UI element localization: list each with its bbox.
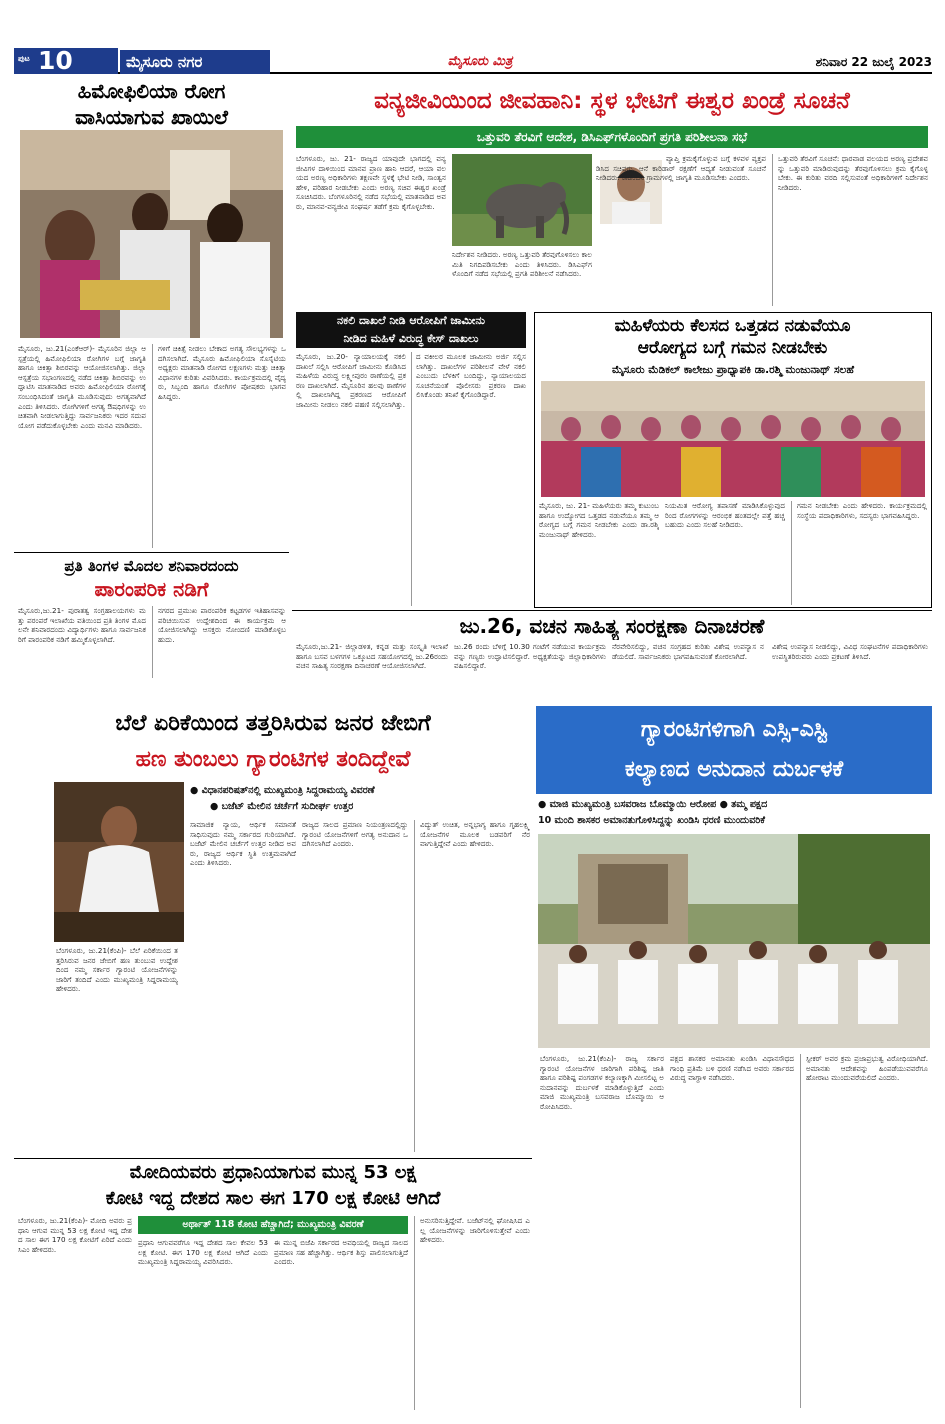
section-rule xyxy=(292,610,932,611)
women-health-headline-2: ಆರೋಗ್ಯದ ಬಗ್ಗೆ ಗಮನ ನೀಡಬೇಕು xyxy=(637,338,828,358)
hemophilia-body-1: ಮೈಸೂರು, ಜು.21(ಎಂಕೆಆರ್)- ಮೈಸೂರಿನ ಜಿಲ್ಲಾ ಆಸ್ಪತ್ರೆಯಲ್ಲಿ ಹಿಮೋಫಿಲಿಯಾ ರೋಗಿಗಳ ಬಗ್ಗೆ ಜಾಗೃತಿ ಹಾಗೂ ಚಿಕಿತ್ಸಾ ಶಿಬಿರವನ್ನು ಆಯೋಜಿಸಲಾಗಿತ್ತು. ಜಿಲ್ಲಾ ಆಸ್ಪತ್ರೆಯ ಸಭಾಂಗಣದಲ್ಲಿ ನಡೆದ ಚಿಕಿತ್ಸಾ ಶಿಬಿರವನ್ನು ಉದ್ಘಾಟಿಸಿ ಮಾತನಾಡಿದ ಅವರು ಹಿಮೋಫಿಲಿಯಾ ರೋಗಕ್ಕೆ ಸಂಬಂಧಿಸಿದಂತೆ ಜಾಗೃತಿ ಮೂಡಿಸುವುದು ಅಗತ್ಯವಾಗಿದೆ ಎಂದು ತಿಳಿಸಿದರು. ರೋಗಿಗಳಿಗೆ ಅಗತ್ಯ ಔಷಧಿಗಳನ್ನು ಉಚಿತವಾಗಿ ನೀಡಲಾಗುತ್ತಿದ್ದು ಸಾರ್ವಜನಿಕರು ಇದರ ಸದುಪಯೋಗ ಪಡೆದುಕೊಳ್ಳಬೇಕು ಎಂದು ಮನವಿ ಮಾಡಿದರು. xyxy=(18,344,146,430)
wildlife-body-1: ಬೆಂಗಳೂರು, ಜು. 21- ರಾಜ್ಯದ ಯಾವುದೇ ಭಾಗದಲ್ಲಿ ವನ್ಯಜೀವಿಗಳ ದಾಳಿಯಿಂದ ಮಾನವ ಪ್ರಾಣ ಹಾನಿ ಆದರೆ, ಆಯಾ ವಲಯದ ಅರಣ್ಯ ಅಧಿಕಾರಿಗಳು ತಕ್ಷಣವೇ ಸ್ಥಳಕ್ಕೆ ಭೇಟಿ ನೀಡಿ, ಸಾಂತ್ವನ ಹೇಳಿ, ಪರಿಹಾರ ನೀಡಬೇಕು ಎಂದು ಅರಣ್ಯ ಸಚಿವ ಈಶ್ವರ ಖಂಡ್ರೆ ಸೂಚಿಸಿದರು. ಬೆಂಗಳೂರಿನಲ್ಲಿ ನಡೆದ ಸಭೆಯಲ್ಲಿ ಮಾತನಾಡಿದ ಅವರು, ಮಾನವ-ವನ್ಯಜೀವಿ ಸಂಘರ್ಷ ತಡೆಗೆ ಕ್ರಮ ಕೈಗೊಳ್ಳಬೇಕು. xyxy=(296,154,446,211)
hemophilia-body-2: ಗಳಿಗೆ ಚಿಕಿತ್ಸೆ ನೀಡಲು ಬೇಕಾದ ಅಗತ್ಯ ಸೌಲಭ್ಯಗಳನ್ನು ಒದಗಿಸಲಾಗಿದೆ. ಮೈಸೂರು ಹಿಮೋಫಿಲಿಯಾ ಸೊಸೈಟಿಯ ಅಧ್ಯಕ್ಷರು ಮಾತನಾಡಿ ರೋಗದ ಲಕ್ಷಣಗಳು ಮತ್ತು ಚಿಕಿತ್ಸಾ ವಿಧಾನಗಳ ಕುರಿತು ವಿವರಿಸಿದರು. ಕಾರ್ಯಕ್ರಮದಲ್ಲಿ ವೈದ್ಯರು, ಸಿಬ್ಬಂದಿ ಹಾಗೂ ರೋಗಿಗಳ ಪೋಷಕರು ಭಾಗವಹಿಸಿದ್ದರು. xyxy=(158,344,286,401)
wildlife-story xyxy=(292,78,932,310)
bail-body-2: ದ ವಕೀಲರ ಮೂಲಕ ಜಾಮೀನು ಅರ್ಜಿ ಸಲ್ಲಿಸಲಾಗಿತ್ತು. ದಾಖಲೆಗಳ ಪರಿಶೀಲನೆ ವೇಳೆ ನಕಲಿ ಎಂಬುದು ಬೆಳಕಿಗೆ ಬಂದಿದ್ದು, ನ್ಯಾಯಾಲಯದ ಸೂಚನೆಯಂತೆ ಪೊಲೀಸರು ಪ್ರಕರಣ ದಾಖಲಿಸಿಕೊಂಡು ತನಿಖೆ ಕೈಗೊಂಡಿದ್ದಾರೆ. xyxy=(416,352,526,400)
heritage-walk-body-2: ನಗರದ ಪ್ರಮುಖ ಪಾರಂಪರಿಕ ಕಟ್ಟಡಗಳ ಇತಿಹಾಸವನ್ನು ಪರಿಚಯಿಸುವ ಉದ್ದೇಶದಿಂದ ಈ ಕಾರ್ಯಕ್ರಮ ಆಯೋಜಿಸಲಾಗಿದ್ದು ಆಸಕ್ತರು ನೋಂದಣಿ ಮಾಡಿಕೊಳ್ಳಬಹುದು. xyxy=(158,606,286,644)
vachana-body-4: ವಿಶೇಷ ಉಪನ್ಯಾಸ ನೀಡಲಿದ್ದು, ವಿವಿಧ ಸಂಘಟನೆಗಳ ಪದಾಧಿಕಾರಿಗಳು ಉಪಸ್ಥಿತರಿರುವರು ಎಂದು ಪ್ರಕಟಣೆ ತಿಳಿಸಿದೆ. xyxy=(772,642,928,661)
women-health-body-1: ಮೈಸೂರು, ಜು. 21- ಮಹಿಳೆಯರು ತಮ್ಮ ಕುಟುಂಬ ಹಾಗೂ ಉದ್ಯೋಗದ ಒತ್ತಡದ ನಡುವೆಯೂ ತಮ್ಮ ಆರೋಗ್ಯದ ಬಗ್ಗೆ ಗಮನ ನೀಡಬೇಕು ಎಂದು ಡಾ.ರಶ್ಮಿ ಮಂಜುನಾಥ್ ಹೇಳಿದರು. xyxy=(539,501,659,539)
debt-story xyxy=(14,1158,532,1414)
scst-body-2: ಪಕ್ಷದ ಶಾಸಕರ ಅಮಾನತು ಖಂಡಿಸಿ ವಿಧಾನಸೌಧದ ಗಾಂಧಿ ಪ್ರತಿಮೆ ಬಳಿ ಧರಣಿ ನಡೆಸಿದ ಅವರು ಸರ್ಕಾರದ ವಿರುದ್ಧ ವಾಗ್ದಾಳಿ ನಡೆಸಿದರು. xyxy=(670,1054,794,1083)
vachana-body-3: ನೆರವೇರಿಸಲಿದ್ದು, ವಚನ ಸಂಗ್ರಹದ ಕುರಿತು ವಿಶೇಷ ಉಪನ್ಯಾಸ ನಡೆಯಲಿದೆ. ಸಾರ್ವಜನಿಕರು ಭಾಗವಹಿಸುವಂತೆ ಕೋರಲಾಗಿದೆ. xyxy=(612,642,764,661)
vachana-body-1: ಮೈಸೂರು,ಜು.21- ಜಿಲ್ಲಾಡಳಿತ, ಕನ್ನಡ ಮತ್ತು ಸಂಸ್ಕೃತಿ ಇಲಾಖೆ ಹಾಗೂ ಬಸವ ಬಳಗಗಳ ಒಕ್ಕೂಟದ ಸಹಯೋಗದಲ್ಲಿ ಜು.26ರಂದು ವಚನ ಸಾಹಿತ್ಯ ಸಂರಕ್ಷಣಾ ದಿನಾಚರಣೆ ಆಯೋಜಿಸಲಾಗಿದೆ. xyxy=(296,642,448,671)
debt-body-4: ಅನುಸರಿಸುತ್ತಿದ್ದೇವೆ. ಬಜೆಟ್‌ನಲ್ಲಿ ಘೋಷಿಸಿದ ಎಲ್ಲ ಯೋಜನೆಗಳನ್ನು ಜಾರಿಗೊಳಿಸುತ್ತೇವೆ ಎಂದು ಹೇಳಿದರು. xyxy=(420,1216,530,1245)
bail-story xyxy=(292,312,530,608)
women-health-headline-1: ಮಹಿಳೆಯರು ಕೆಲಸದ ಒತ್ತಡದ ನಡುವೆಯೂ xyxy=(614,316,851,336)
page-label: ಪುಟ xyxy=(18,54,30,63)
guarantee-sub-1: ● ವಿಧಾನಪರಿಷತ್‌ನಲ್ಲಿ ಮುಖ್ಯಮಂತ್ರಿ ಸಿದ್ದರಾಮಯ್ಯ ವಿವರಣೆ xyxy=(190,785,375,796)
page-number: 10 xyxy=(38,46,73,75)
column-rule xyxy=(772,154,773,306)
scst-body-3: ಸ್ಪೀಕರ್ ಅವರ ಕ್ರಮ ಪ್ರಜಾಪ್ರಭುತ್ವ ವಿರೋಧಿಯಾಗಿದೆ. ಅಮಾನತು ಆದೇಶವನ್ನು ಹಿಂಪಡೆಯುವವರೆಗೂ ಹೋರಾಟ ಮುಂದುವರೆಯಲಿದೆ ಎಂದರು. xyxy=(806,1054,928,1083)
column-rule xyxy=(800,1054,801,1408)
dharna-photo xyxy=(538,834,930,1048)
column-rule xyxy=(152,344,153,548)
bail-headline-2: ನೀಡಿದ ಮಹಿಳೆ ವಿರುದ್ಧ ಕೇಸ್ ದಾಖಲು xyxy=(296,330,526,348)
section-rule xyxy=(14,552,289,553)
guarantee-body-1: ಬೆಂಗಳೂರು, ಜು.21(ಕೆಂಪಿ)- ಬೆಲೆ ಏರಿಕೆಯಿಂದ ತತ್ತರಿಸಿರುವ ಜನರ ಜೇಬಿಗೆ ಹಣ ತುಂಬುವ ಉದ್ದೇಶದಿಂದ ನಮ್ಮ ಸರ್ಕಾರ ಗ್ಯಾರಂಟಿ ಯೋಜನೆಗಳನ್ನು ಜಾರಿಗೆ ತಂದಿದೆ ಎಂದು ಮುಖ್ಯಮಂತ್ರಿ ಸಿದ್ದರಾಮಯ್ಯ ಹೇಳಿದರು. xyxy=(56,946,178,994)
women-health-story xyxy=(534,312,932,608)
column-rule xyxy=(414,820,415,1152)
section-name: ಮೈಸೂರು ನಗರ xyxy=(120,50,270,74)
heritage-walk-story xyxy=(14,552,289,680)
siddaramaiah-photo xyxy=(54,782,184,942)
debt-body-2: ಪ್ರಧಾನಿ ಆಗುವವರೆಗೂ ಇದ್ದ ದೇಶದ ಸಾಲ ಕೇವಲ 53 ಲಕ್ಷ ಕೋಟಿ. ಈಗ 170 ಲಕ್ಷ ಕೋಟಿ ಆಗಿದೆ ಎಂದು ಮುಖ್ಯಮಂತ್ರಿ ಸಿದ್ದರಾಮಯ್ಯ ವಿವರಿಸಿದರು. xyxy=(138,1238,268,1267)
bail-headline-1: ನಕಲಿ ದಾಖಲೆ ನೀಡಿ ಆರೋಪಿಗೆ ಜಾಮೀನು xyxy=(296,312,526,330)
guarantee-body-2: ಸಾಮಾಜಿಕ ನ್ಯಾಯ, ಆರ್ಥಿಕ ಸಮಾನತೆ ಸಾಧಿಸುವುದು ನಮ್ಮ ಸರ್ಕಾರದ ಗುರಿಯಾಗಿದೆ. ಬಜೆಟ್ ಮೇಲಿನ ಚರ್ಚೆಗೆ ಉತ್ತರ ನೀಡಿದ ಅವರು, ರಾಜ್ಯದ ಆರ್ಥಿಕ ಸ್ಥಿತಿ ಉತ್ತಮವಾಗಿದೆ ಎಂದು ತಿಳಿಸಿದರು. xyxy=(190,820,296,868)
heritage-walk-headline-1: ಪ್ರತಿ ತಿಂಗಳ ಮೊದಲ ಶನಿವಾರದಂದು xyxy=(64,557,239,575)
wildlife-body-4: ಒತ್ತುವರಿ ತೆರವಿಗೆ ಸೂಚನೆ: ಧಾರವಾಡ ವಲಯದ ಅರಣ್ಯ ಪ್ರದೇಶವನ್ನು ಒತ್ತುವರಿ ಮಾಡಿರುವುದನ್ನು ತೆರವುಗೊಳಿಸಲು ಕ್ರಮ ಕೈಗೊಳ್ಳಬೇಕು. ಈ ಕುರಿತು ವರದಿ ಸಲ್ಲಿಸುವಂತೆ ಅಧಿಕಾರಿಗಳಿಗೆ ನಿರ್ದೇಶನ ನೀಡಿದರು. xyxy=(778,154,928,192)
debt-body-3: ಈ ಮುನ್ನ ಬಿಜೆಪಿ ಸರ್ಕಾರದ ಅವಧಿಯಲ್ಲಿ ರಾಜ್ಯದ ಸಾಲದ ಪ್ರಮಾಣ ಸಹ ಹೆಚ್ಚಾಗಿತ್ತು. ಆರ್ಥಿಕ ಶಿಸ್ತು ಪಾಲಿಸಲಾಗುತ್ತಿದೆ ಎಂದರು. xyxy=(274,1238,408,1267)
vachana-headline: ಜು.26, ವಚನ ಸಾಹಿತ್ಯ ಸಂರಕ್ಷಣಾ ದಿನಾಚರಣೆ xyxy=(459,614,765,638)
elephant-photo xyxy=(452,154,592,246)
elephant-photo-image xyxy=(452,154,592,246)
debt-headline-2: ಕೋಟಿ ಇದ್ದ ದೇಶದ ಸಾಲ ಈಗ 170 ಲಕ್ಷ ಕೋಟಿ ಆಗಿದೆ xyxy=(105,1188,441,1209)
women-group-photo xyxy=(541,381,925,497)
scst-sub-1: ● ಮಾಜಿ ಮುಖ್ಯಮಂತ್ರಿ ಬಸವರಾಜ ಬೊಮ್ಮಾಯಿ ಆರೋಪ ● ತಮ್ಮ ಪಕ್ಷದ xyxy=(538,799,768,810)
debt-sub: ಅರ್ಥಾತ್ 118 ಕೋಟಿ ಹೆಚ್ಚಾಗಿದೆ; ಮುಖ್ಯಮಂತ್ರಿ ವಿವರಣೆ xyxy=(138,1216,408,1234)
hemophilia-headline-2: ವಾಸಿಯಾಗುವ ಖಾಯಿಲೆ xyxy=(75,105,228,129)
scst-body-1: ಬೆಂಗಳೂರು, ಜು.21(ಕೆಂಪಿ)- ರಾಜ್ಯ ಸರ್ಕಾರ ಗ್ಯಾರಂಟಿ ಯೋಜನೆಗಳ ಜಾರಿಗಾಗಿ ಪರಿಶಿಷ್ಟ ಜಾತಿ ಹಾಗೂ ಪರಿಶಿಷ್ಟ ಪಂಗಡಗಳ ಕಲ್ಯಾಣಕ್ಕಾಗಿ ಮೀಸಲಿಟ್ಟ ಅನುದಾನವನ್ನು ದುರ್ಬಳಕೆ ಮಾಡಿಕೊಳ್ಳುತ್ತಿದೆ ಎಂದು ಮಾಜಿ ಮುಖ್ಯಮಂತ್ರಿ ಬಸವರಾಜ ಬೊಮ್ಮಾಯಿ ಆರೋಪಿಸಿದರು. xyxy=(540,1054,664,1111)
column-rule xyxy=(411,352,412,606)
vachana-story xyxy=(292,610,932,700)
paper-name: ಮೈಸೂರು ಮಿತ್ರ xyxy=(447,54,513,69)
women-health-body-3: ಗಮನ ನೀಡಬೇಕು ಎಂದು ಹೇಳಿದರು. ಕಾರ್ಯಕ್ರಮದಲ್ಲಿ ಸಂಸ್ಥೆಯ ಪದಾಧಿಕಾರಿಗಳು, ಸದಸ್ಯರು ಭಾಗವಹಿಸಿದ್ದರು. xyxy=(797,501,927,520)
vachana-body-2: ಜು.26 ರಂದು ಬೆಳಿಗ್ಗೆ 10.30 ಗಂಟೆಗೆ ನಡೆಯುವ ಕಾರ್ಯಕ್ರಮವನ್ನು ಗಣ್ಯರು ಉದ್ಘಾಟಿಸಲಿದ್ದಾರೆ. ಅಧ್ಯಕ್ಷತೆಯನ್ನು ಜಿಲ್ಲಾಧಿಕಾರಿಗಳು ವಹಿಸಲಿದ್ದಾರೆ. xyxy=(454,642,606,671)
guarantee-body-3: ರಾಜ್ಯದ ಸಾಲದ ಪ್ರಮಾಣ ನಿಯಂತ್ರಣದಲ್ಲಿದ್ದು ಗ್ಯಾರಂಟಿ ಯೋಜನೆಗಳಿಗೆ ಅಗತ್ಯ ಅನುದಾನ ಒದಗಿಸಲಾಗಿದೆ ಎಂದರು. xyxy=(302,820,408,849)
column-rule xyxy=(791,501,792,605)
hemophilia-photo xyxy=(20,130,283,338)
wildlife-body-2: ನಿರ್ದೇಶನ ನೀಡಿದರು. ಅರಣ್ಯ ಒತ್ತುವರಿ ತೆರವುಗೊಳಿಸಲು ಕಾಲಮಿತಿ ನಿಗದಿಪಡಿಸಬೇಕು ಎಂದು ತಿಳಿಸಿದರು. ಡಿಸಿಎಫ್‌ಗಳೊಂದಿಗೆ ನಡೆದ ಸಭೆಯಲ್ಲಿ ಪ್ರಗತಿ ಪರಿಶೀಲನೆ ನಡೆಸಿದರು. xyxy=(452,250,592,279)
women-health-subheadline: ಮೈಸೂರು ಮೆಡಿಕಲ್ ಕಾಲೇಜು ಪ್ರಾಧ್ಯಾಪಕಿ ಡಾ.ರಶ್ಮಿ ಮಂಜುನಾಥ್ ಸಲಹೆ xyxy=(611,364,855,376)
dharna-photo-image xyxy=(538,834,930,1048)
hemophilia-story xyxy=(14,78,289,552)
debt-headline-1: ಮೋದಿಯವರು ಪ್ರಧಾನಿಯಾಗುವ ಮುನ್ನ 53 ಲಕ್ಷ xyxy=(129,1162,417,1183)
guarantee-headline-2: ಹಣ ತುಂಬಲು ಗ್ಯಾರಂಟಿಗಳ ತಂದಿದ್ದೇವೆ xyxy=(135,747,411,772)
heritage-walk-headline-2: ಪಾರಂಪರಿಕ ನಡಿಗೆ xyxy=(94,577,209,601)
hemophilia-headline-1: ಹಿಮೋಫಿಲಿಯಾ ರೋಗ xyxy=(77,79,226,103)
issue-date: ಶನಿವಾರ 22 ಜುಲೈ 2023 xyxy=(815,55,932,69)
wildlife-headline: ವನ್ಯಜೀವಿಯಿಂದ ಜೀವಹಾನಿ: ಸ್ಥಳ ಭೇಟಿಗೆ ಈಶ್ವರ ಖಂಡ್ರೆ ಸೂಚನೆ xyxy=(374,88,850,114)
guarantee-sub-2: ● ಬಜೆಟ್ ಮೇಲಿನ ಚರ್ಚೆಗೆ ಸುದೀರ್ಘ ಉತ್ತರ xyxy=(210,801,354,812)
scst-story xyxy=(536,706,932,1412)
page-number-box xyxy=(14,48,118,74)
guarantee-body-4: ವಿದ್ಯುತ್ ಉಚಿತ, ಅನ್ನಭಾಗ್ಯ ಹಾಗೂ ಗೃಹಲಕ್ಷ್ಮಿ ಯೋಜನೆಗಳ ಮೂಲಕ ಬಡವರಿಗೆ ನೆರವಾಗುತ್ತಿದ್ದೇವೆ ಎಂದು ಹೇಳಿದರು. xyxy=(420,820,530,849)
hemophilia-photo-image xyxy=(20,130,283,338)
debt-body-1: ಬೆಂಗಳೂರು, ಜು.21(ಕೆಂಪಿ)- ಮೋದಿ ಅವರು ಪ್ರಧಾನಿ ಆಗುವ ಮುನ್ನ 53 ಲಕ್ಷ ಕೋಟಿ ಇದ್ದ ದೇಶದ ಸಾಲ ಈಗ 170 ಲಕ್ಷ ಕೋಟಿಗೆ ಏರಿದೆ ಎಂದು ಸಿಎಂ ಹೇಳಿದರು. xyxy=(18,1216,132,1254)
guarantee-story xyxy=(14,706,532,1156)
column-rule xyxy=(414,1216,415,1410)
bail-body-1: ಮೈಸೂರು, ಜು.20- ನ್ಯಾಯಾಲಯಕ್ಕೆ ನಕಲಿ ದಾಖಲೆ ಸಲ್ಲಿಸಿ ಆರೋಪಿಗೆ ಜಾಮೀನು ಕೊಡಿಸಿದ ಮಹಿಳೆಯ ವಿರುದ್ಧ ಲಕ್ಷ್ಮೀಪುರಂ ಠಾಣೆಯಲ್ಲಿ ಪ್ರಕರಣ ದಾಖಲಾಗಿದೆ. ಮೈಸೂರಿನ ಹಲವು ಠಾಣೆಗಳಲ್ಲಿ ದಾಖಲಾಗಿದ್ದ ಪ್ರಕರಣದ ಆರೋಪಿಗೆ ಜಾಮೀನು ನೀಡಲು ನಕಲಿ ಪಹಣಿ ಸಲ್ಲಿಸಲಾಗಿತ್ತು. xyxy=(296,352,406,409)
scst-headline-2: ಕಲ್ಯಾಣದ ಅನುದಾನ ದುರ್ಬಳಕೆ xyxy=(624,757,844,782)
scst-sub-2: 10 ಮಂದಿ ಶಾಸಕರ ಅಮಾನತುಗೊಳಿಸಿದ್ದನ್ನು ಖಂಡಿಸಿ ಧರಣಿ ಮುಂದುವರಿಕೆ xyxy=(538,815,765,826)
column-rule xyxy=(152,606,153,678)
heritage-walk-body-1: ಮೈಸೂರು,ಜು.21- ಪುರಾತತ್ವ ಸಂಗ್ರಹಾಲಯಗಳು ಮತ್ತು ಪರಂಪರೆ ಇಲಾಖೆಯ ವತಿಯಿಂದ ಪ್ರತಿ ತಿಂಗಳ ಮೊದಲನೇ ಶನಿವಾರದಂದು ವಿದ್ಯಾರ್ಥಿಗಳು ಹಾಗೂ ಸಾರ್ವಜನಿಕರಿಗೆ ಪಾರಂಪರಿಕ ನಡಿಗೆ ಹಮ್ಮಿಕೊಳ್ಳಲಾಗಿದೆ. xyxy=(18,606,146,644)
siddaramaiah-photo-image xyxy=(54,782,184,942)
wildlife-subheadline: ಒತ್ತುವರಿ ತೆರವಿಗೆ ಆದೇಶ, ಡಿಸಿಎಫ್‌ಗಳೊಂದಿಗೆ ಪ್ರಗತಿ ಪರಿಶೀಲನಾ ಸಭೆ xyxy=(296,126,928,148)
section-rule xyxy=(14,1158,532,1159)
guarantee-headline-1: ಬೆಲೆ ಏರಿಕೆಯಿಂದ ತತ್ತರಿಸಿರುವ ಜನರ ಜೇಬಿಗೆ xyxy=(115,711,431,736)
scst-headline-1: ಗ್ಯಾರಂಟಿಗಳಿಗಾಗಿ ಎಸ್ಸಿ-ಎಸ್ಟಿ xyxy=(640,717,828,742)
wildlife-body-3: ವ್ಯಾಪ್ತಿ ಕ್ರಮಕೈಗೊಳ್ಳುವ ಬಗ್ಗೆ ಕಳವಳ ವ್ಯಕ್ತಪಡಿಸಿದ ಸಚಿವರು, ಆನೆ ಕಾರಿಡಾರ್ ರಕ್ಷಣೆಗೆ ಆದ್ಯತೆ ನೀಡುವಂತೆ ಸೂಚನೆ ನೀಡಿದರು. ಕಾಡಂಚಿನ ಗ್ರಾಮಗಳಲ್ಲಿ ಜಾಗೃತಿ ಮೂಡಿಸಬೇಕು ಎಂದರು. xyxy=(596,154,766,183)
women-health-body-2: ನಿಯಮಿತ ಆರೋಗ್ಯ ತಪಾಸಣೆ ಮಾಡಿಸಿಕೊಳ್ಳುವುದರಿಂದ ರೋಗಗಳನ್ನು ಆರಂಭಿಕ ಹಂತದಲ್ಲೇ ಪತ್ತೆ ಹಚ್ಚಬಹುದು ಎಂದು ಸಲಹೆ ನೀಡಿದರು. xyxy=(665,501,785,530)
women-group-photo-image xyxy=(541,381,925,497)
